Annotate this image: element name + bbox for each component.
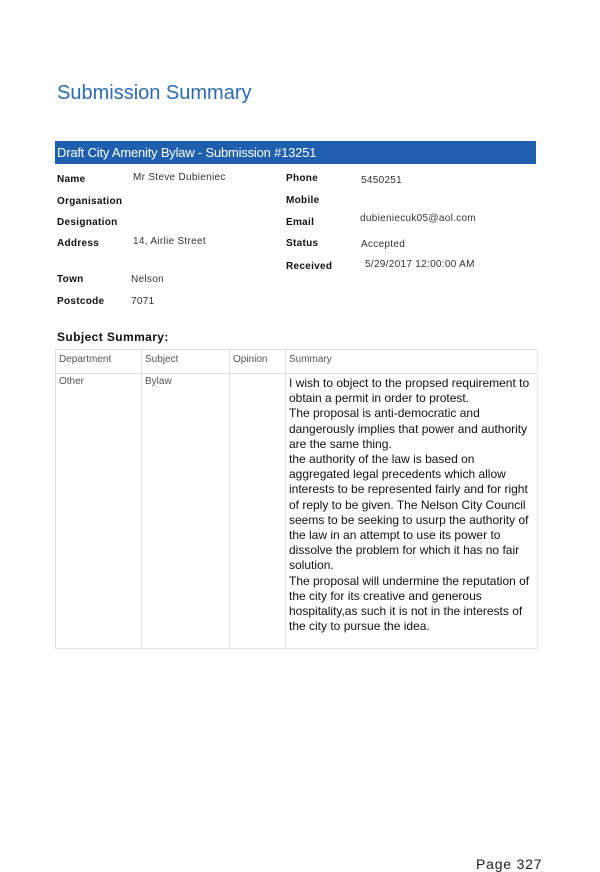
phone-value: 5450251 (361, 175, 403, 186)
designation-label: Designation (57, 217, 118, 228)
department-cell: Other (56, 374, 142, 649)
postcode-label: Postcode (57, 296, 105, 307)
submission-banner: Draft City Amenity Bylaw - Submission #13251 (55, 141, 536, 164)
opinion-cell (230, 374, 286, 649)
column-header-opinion: Opinion (230, 350, 286, 374)
received-label: Received (286, 261, 333, 272)
postcode-value: 7071 (131, 296, 155, 307)
organisation-label: Organisation (57, 196, 123, 207)
name-value: Mr Steve Dubieniec (133, 172, 226, 183)
email-label: Email (286, 217, 315, 228)
page-title: Submission Summary (57, 82, 252, 104)
page-number: Page 327 (476, 856, 543, 872)
received-value: 5/29/2017 12:00:00 AM (365, 259, 475, 270)
subject-summary-heading: Subject Summary: (57, 330, 169, 344)
column-header-subject: Subject (142, 350, 230, 374)
town-value: Nelson (131, 274, 164, 285)
phone-label: Phone (286, 173, 319, 184)
summary-cell: I wish to object to the propsed requirement to obtain a permit in order to protest. The proposal is anti-democratic and dangerously implies that power and authority are the same thing. the authority of the law is based on aggregated legal precedents which allow interests to be represented fairly and for right of reply to be given. The Nelson City Council seems to be seeking to usurp the authority of the law in an attempt to use its power to dissolve the problem for which it has no fair solution. The proposal will undermine the reputation of the city for its creative and generous hospitality,as such it is not in the interests of the city to pursue the idea. (286, 374, 538, 649)
mobile-label: Mobile (286, 195, 320, 206)
town-label: Town (57, 274, 84, 285)
status-label: Status (286, 238, 319, 249)
column-header-summary: Summary (286, 350, 538, 374)
address-label: Address (57, 238, 100, 249)
address-value: 14, Airlie Street (133, 236, 206, 247)
table-header-row (56, 350, 538, 374)
subject-cell: Bylaw (142, 374, 230, 649)
column-header-department: Department (56, 350, 142, 374)
name-label: Name (57, 174, 86, 185)
status-value: Accepted (361, 239, 406, 250)
table-row (56, 374, 538, 649)
email-value: dubieniecuk05@aol.com (360, 213, 476, 224)
subject-summary-table (55, 349, 538, 649)
